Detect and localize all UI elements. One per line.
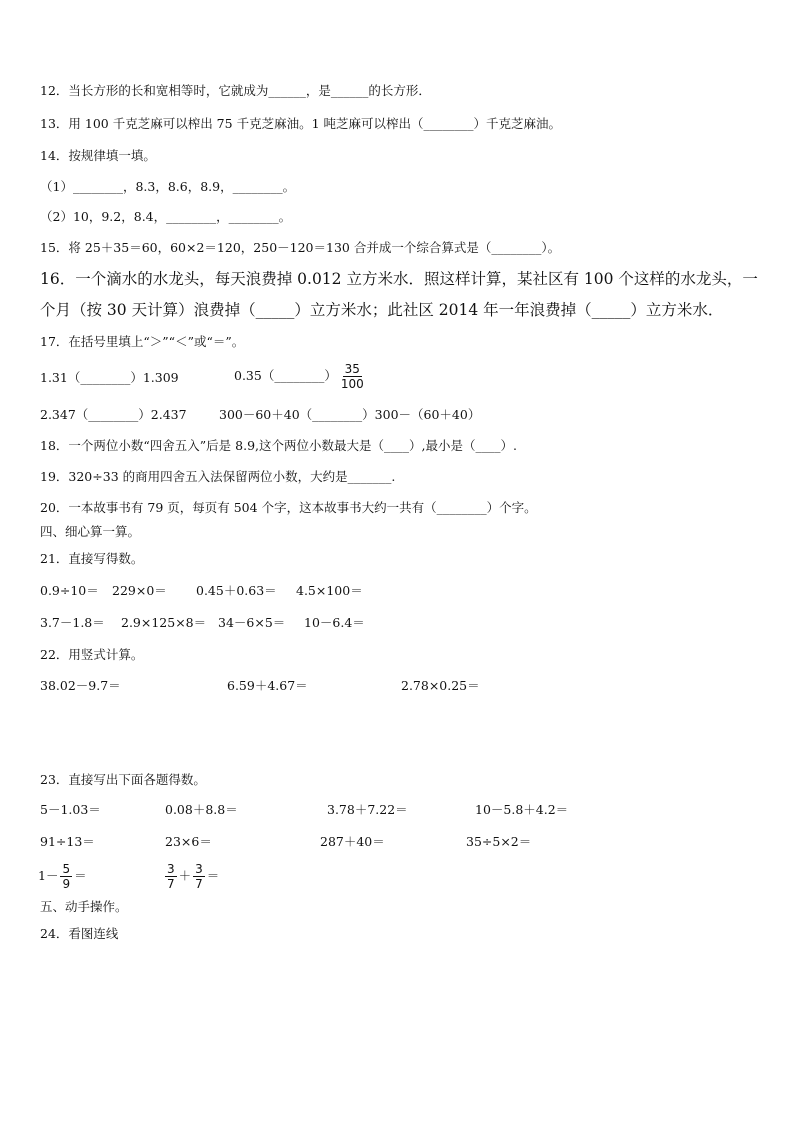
q23-item-fraction-b — [163, 858, 219, 894]
q21-item: 0.45＋0.63＝ — [196, 583, 277, 598]
fraction-numerator: 3 — [195, 862, 203, 876]
fraction-numerator: 3 — [167, 862, 175, 876]
fraction — [193, 862, 205, 891]
question-16-line-2: 个月（按 30 天计算）浪费掉（_____）立方米水；此社区 2014 年一年浪费掉（_____）立方米水． — [40, 301, 724, 319]
question-17-d: 300－60＋40（________）300－（60＋40） — [219, 407, 481, 422]
q22-item: 2.78×0.25＝ — [401, 678, 480, 693]
question-20: 20．一本故事书有 79 页，每页有 504 个字，这本故事书大约一共有（________）个字。 — [40, 500, 537, 515]
question-16-line-1: 16．一个滴水的水龙头，每天浪费掉 0.012 立方米水．照这样计算，某社区有 100 个这样的水龙头，一 — [40, 270, 758, 288]
question-17-a: 1.31（________）1.309 — [40, 370, 179, 385]
q22-item: 38.02－9.7＝ — [40, 678, 121, 693]
q21-item: 34－6×5＝ — [218, 615, 286, 630]
q21-item: 3.7－1.8＝ — [40, 615, 105, 630]
q23-item-fraction-a — [38, 858, 87, 894]
q22-item: 6.59＋4.67＝ — [227, 678, 308, 693]
question-17: 17．在括号里填上“＞”“＜”或“＝”。 — [40, 334, 245, 349]
fraction-denominator: 100 — [340, 377, 364, 391]
question-14-part-1: （1）________，8.3，8.6，8.9，________。 — [40, 179, 296, 194]
fraction-denominator: 9 — [62, 877, 71, 891]
q23-expr-plus: ＋ — [178, 868, 192, 883]
q21-item: 0.9÷10＝ — [40, 583, 99, 598]
q23-item: 0.08＋8.8＝ — [165, 802, 238, 817]
fraction — [60, 862, 72, 891]
q23-expr-lead: 1－ — [38, 868, 59, 883]
q23-item: 3.78＋7.22＝ — [327, 802, 408, 817]
question-12: 12．当长方形的长和宽相等时，它就成为______，是______的长方形． — [40, 83, 431, 98]
question-14-part-2: （2）10，9.2，8.4，________，________。 — [40, 209, 292, 224]
question-21: 21．直接写得数。 — [40, 551, 144, 566]
q23-item: 5－1.03＝ — [40, 802, 101, 817]
q23-item: 287＋40＝ — [320, 834, 385, 849]
fraction — [165, 862, 177, 891]
question-17-b — [234, 356, 368, 396]
q23-item: 23×6＝ — [165, 834, 212, 849]
question-24: 24．看图连线 — [40, 926, 119, 941]
fraction-numerator: 35 — [344, 362, 360, 376]
fraction-numerator: 5 — [62, 862, 71, 876]
question-13: 13．用 100 千克芝麻可以榨出 75 千克芝麻油。1 吨芝麻可以榨出（________）千克芝麻油。 — [40, 116, 561, 131]
question-19: 19．320÷33 的商用四舍五入法保留两位小数，大约是_______. — [40, 469, 396, 484]
question-15: 15．将 25＋35＝60，60×2＝120，250－120＝130 合并成一个综合算式是（________）。 — [40, 240, 561, 255]
q21-item: 2.9×125×8＝ — [121, 615, 207, 630]
fraction — [339, 362, 366, 391]
q21-item: 10－6.4＝ — [304, 615, 365, 630]
q21-item: 4.5×100＝ — [296, 583, 363, 598]
q23-item: 10－5.8＋4.2＝ — [475, 802, 569, 817]
q23-expr-equals: ＝ — [74, 868, 87, 883]
q23-item: 91÷13＝ — [40, 834, 95, 849]
fraction-denominator: 7 — [195, 877, 203, 891]
question-14: 14．按规律填一填。 — [40, 148, 156, 163]
q21-item: 229×0＝ — [112, 583, 167, 598]
question-22: 22．用竖式计算。 — [40, 647, 144, 662]
question-17-b-text: 0.35（________） — [234, 368, 337, 383]
question-17-c: 2.347（________）2.437 — [40, 407, 187, 422]
q23-item: 35÷5×2＝ — [466, 834, 532, 849]
q23-expr-equals: ＝ — [206, 868, 220, 883]
fraction-denominator: 7 — [167, 877, 175, 891]
section-5-heading: 五、动手操作。 — [40, 899, 128, 914]
question-23: 23．直接写出下面各题得数。 — [40, 772, 206, 787]
question-18: 18．一个两位小数“四舍五入”后是 8.9,这个两位小数最大是（____）,最小是（____）. — [40, 438, 517, 453]
section-4-heading: 四、细心算一算。 — [40, 524, 141, 539]
